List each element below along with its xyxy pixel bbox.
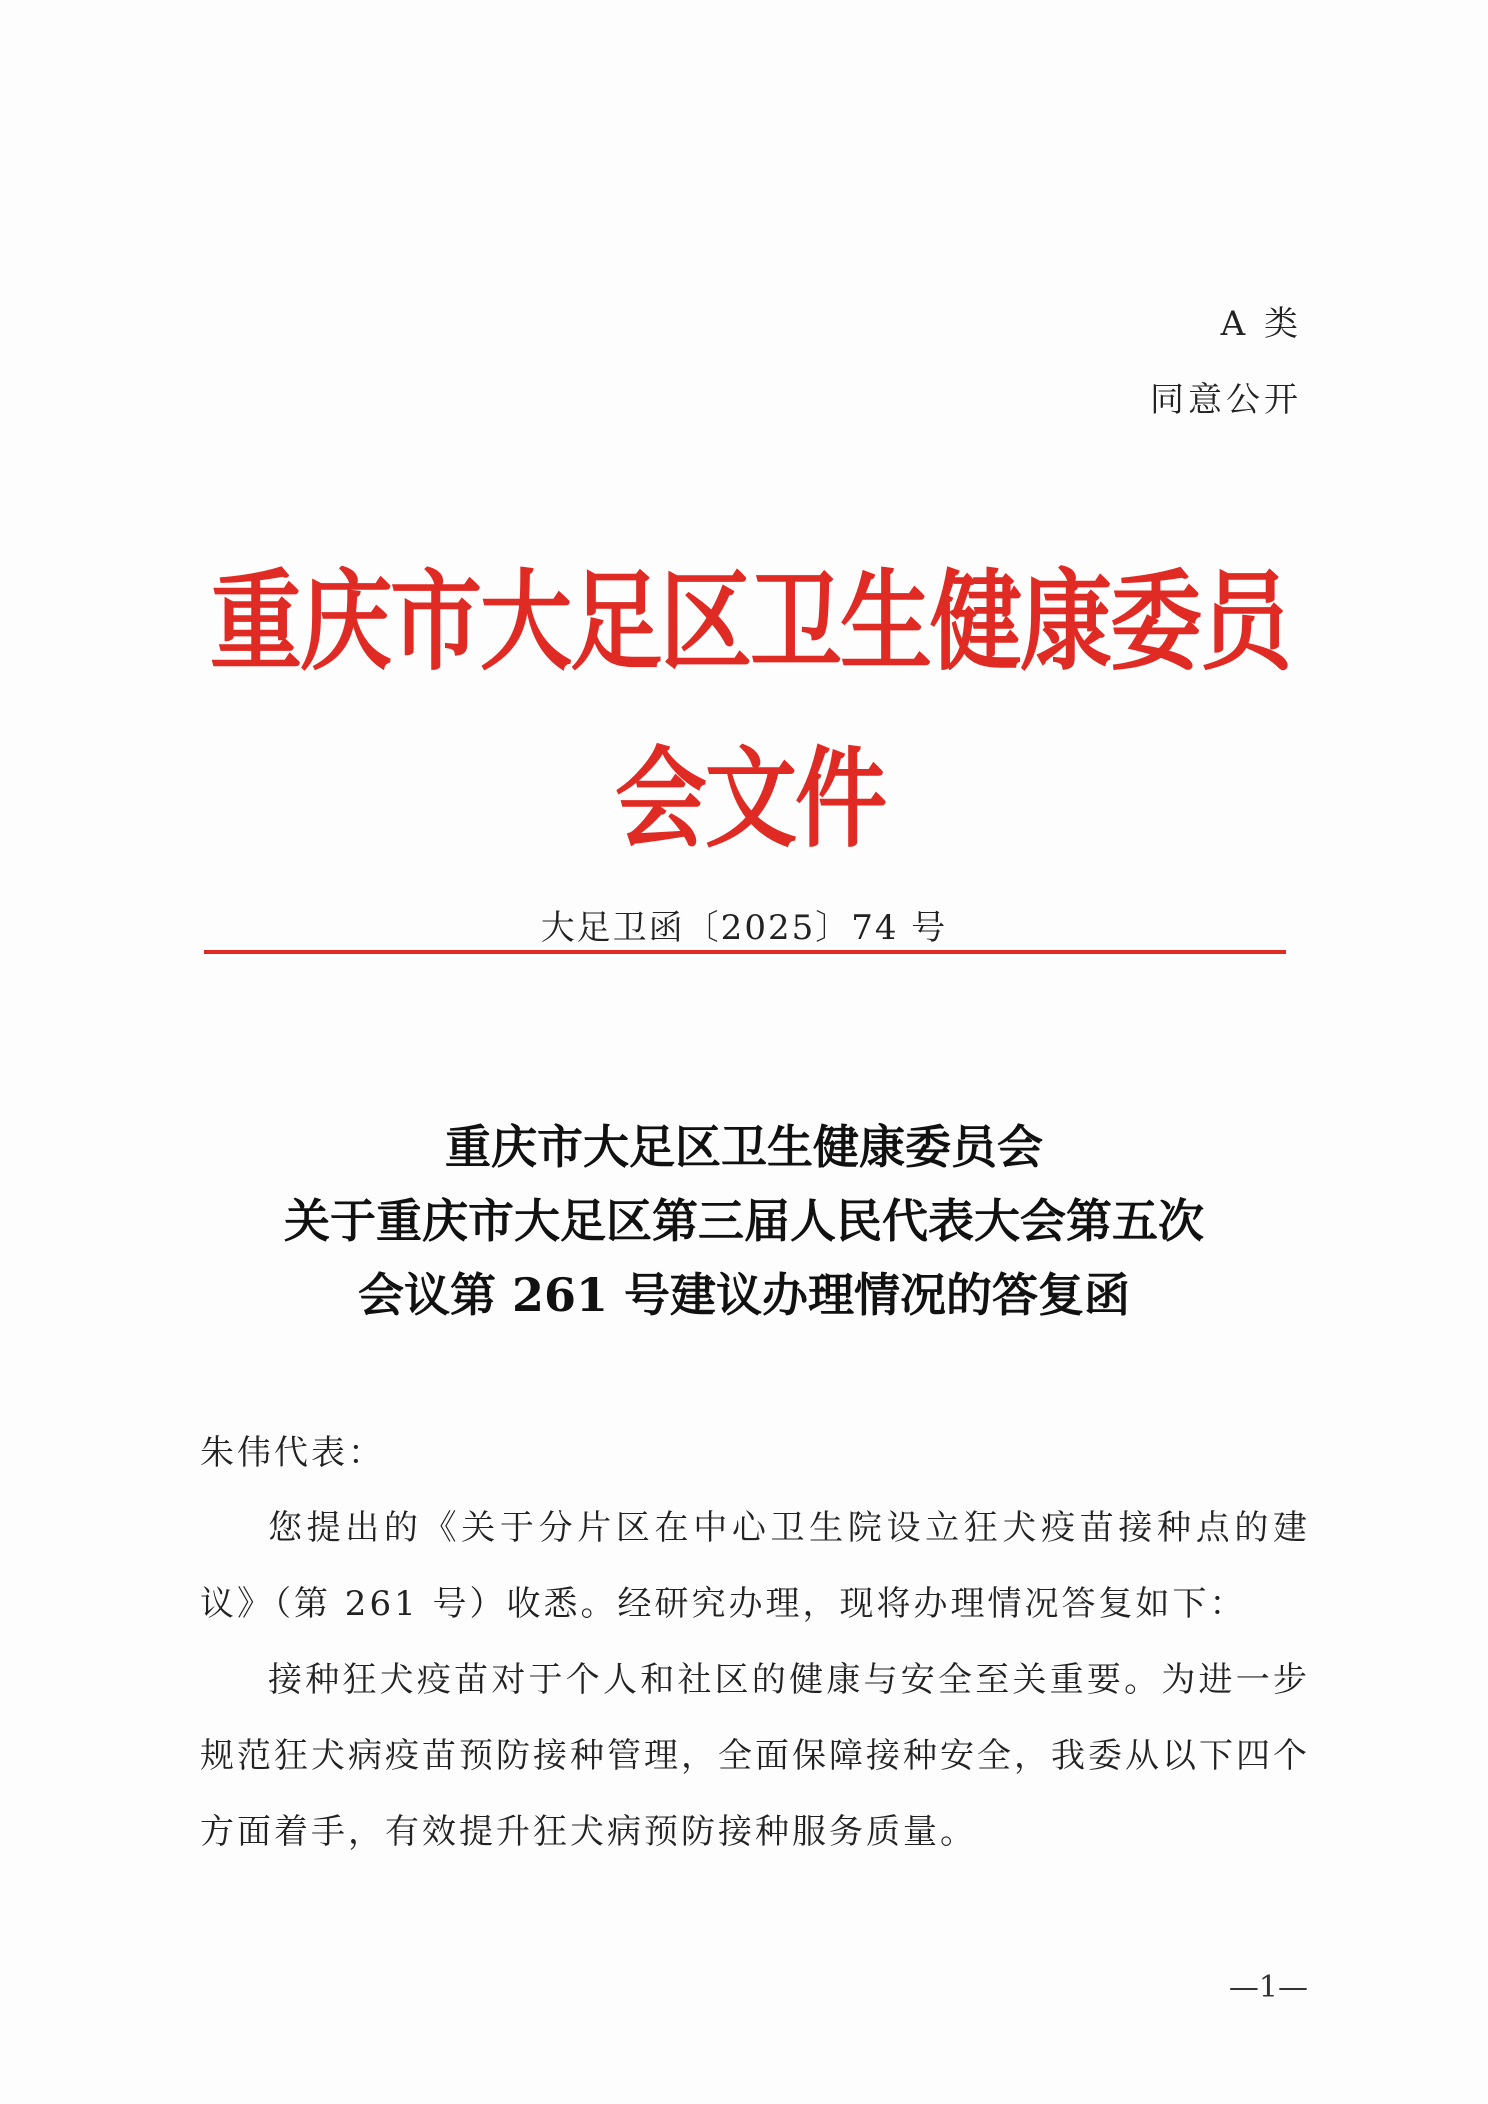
issuer-red-header: 重庆市大足区卫生健康委员会文件 <box>209 559 1290 863</box>
title-line-2: 关于重庆市大足区第三届人民代表大会第五次 <box>284 1194 1204 1248</box>
document-title <box>150 1110 1338 1332</box>
body-paragraph-1: 您提出的《关于分片区在中心卫生院设立狂犬疫苗接种点的建议》（第 261 号）收悉。经研究办理，现将办理情况答复如下： <box>200 1508 1310 1624</box>
document-number: 大足卫函〔2025〕74 号 <box>540 908 948 948</box>
page-number: —1— <box>1228 1970 1308 2005</box>
body-paragraph-2: 接种狂犬疫苗对于个人和社区的健康与安全至关重要。为进一步规范狂犬病疫苗预防接种管理，全面保障接种安全，我委从以下四个方面着手，有效提升狂犬病预防接种服务质量。 <box>200 1660 1310 1852</box>
salutation: 朱伟代表： <box>200 1433 385 1473</box>
red-divider-line <box>204 950 1286 954</box>
classification-label: A 类 <box>1220 304 1302 344</box>
body-text <box>200 1490 1310 1870</box>
title-line-1: 重庆市大足区卫生健康委员会 <box>445 1120 1043 1174</box>
disclosure-label: 同意公开 <box>1150 380 1302 420</box>
title-line-3: 会议第 261 号建议办理情况的答复函 <box>357 1268 1131 1322</box>
